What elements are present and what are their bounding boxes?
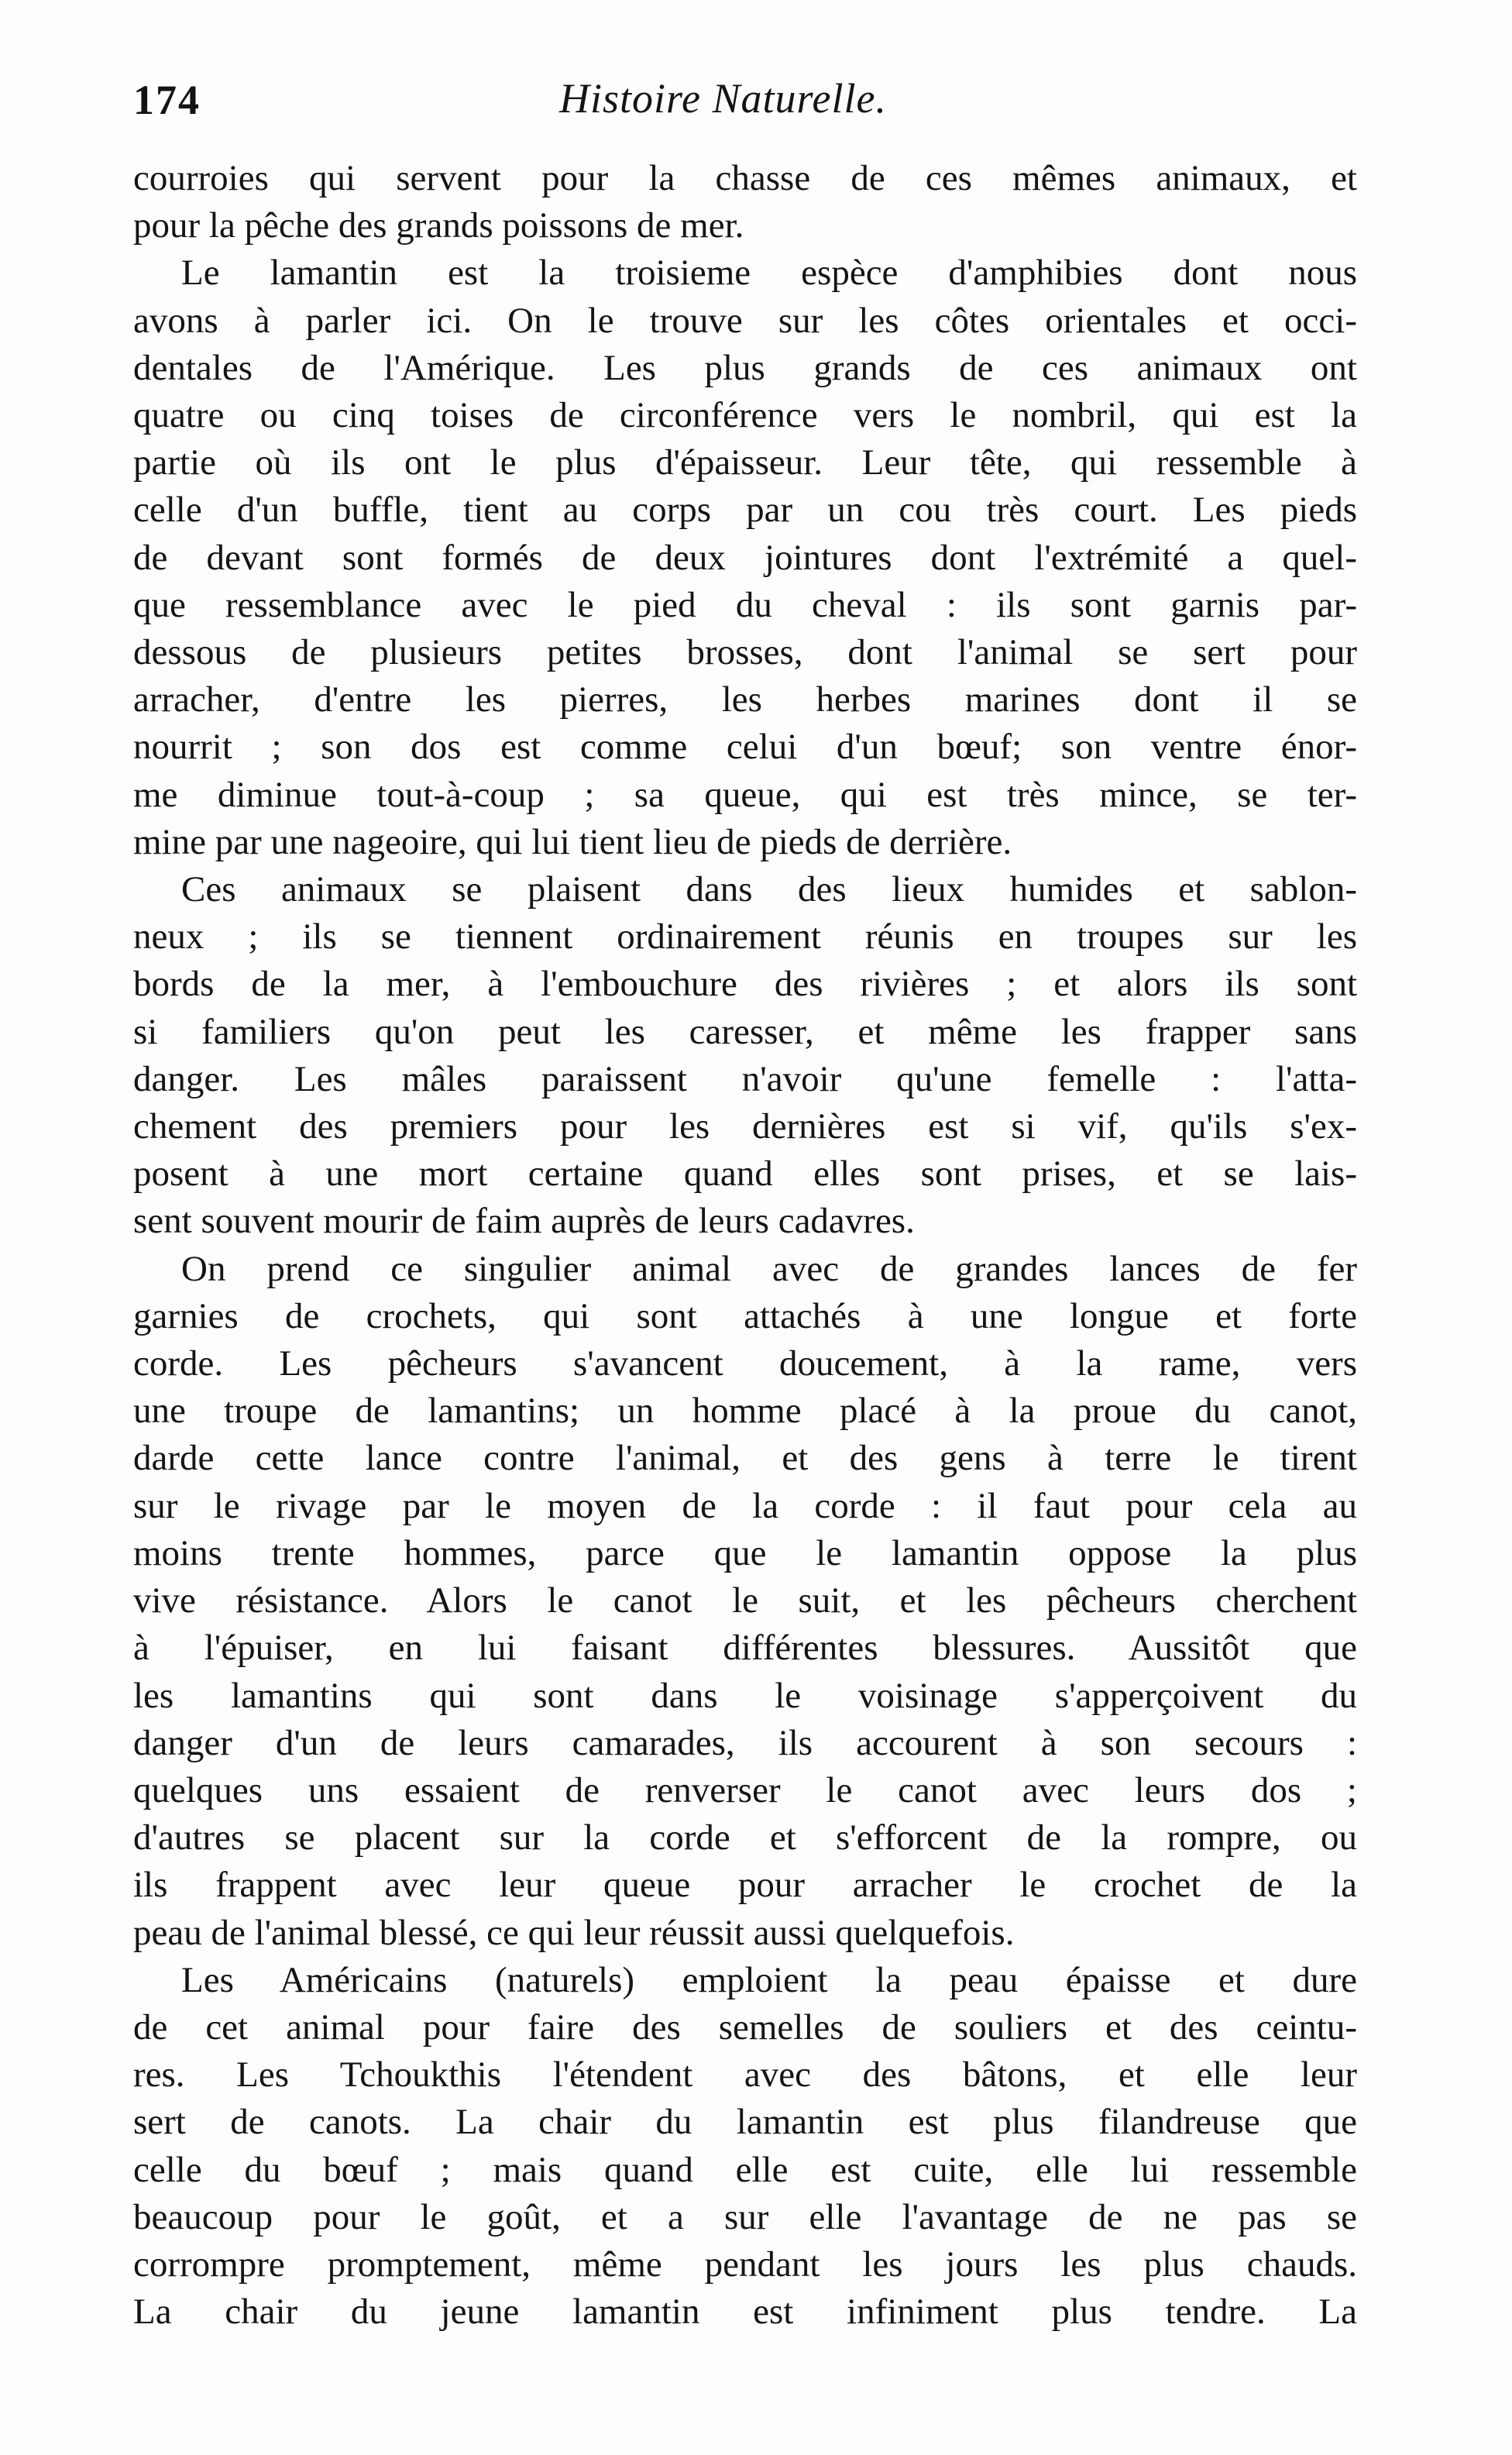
text-line: Ces animaux se plaisent dans des lieux humides et sablon- <box>181 869 1357 910</box>
text-line: partie où ils ont le plus d'épaisseur. Leur tête, qui ressemble à <box>133 442 1357 483</box>
text-line: chement des premiers pour les dernières est si vif, qu'ils s'ex- <box>133 1106 1357 1147</box>
text-line: res. Les Tchoukthis l'étendent avec des bâtons, et elle leur <box>133 2054 1357 2096</box>
text-line: sent souvent mourir de faim auprès de leurs cadavres. <box>133 1201 915 1242</box>
text-line: corrompre promptement, même pendant les jours les plus chauds. <box>133 2244 1357 2285</box>
text-line: pour la pêche des grands poissons de mer. <box>133 205 744 246</box>
text-line: que ressemblance avec le pied du cheval : ils sont garnis par- <box>133 584 1357 625</box>
text-line: darde cette lance contre l'animal, et des gens à terre le tirent <box>133 1438 1357 1479</box>
text-line: me diminue tout-à-coup ; sa queue, qui est très mince, se ter- <box>133 774 1357 815</box>
text-line: beaucoup pour le goût, et a sur elle l'avantage de ne pas se <box>133 2196 1357 2237</box>
text-line: courroies qui servent pour la chasse de ces mêmes animaux, et <box>133 158 1357 198</box>
running-title: Histoire Naturelle. <box>559 75 887 122</box>
text-line: Les Américains (naturels) emploient la peau épaisse et dure <box>181 1959 1357 2000</box>
text-line: si familiers qu'on peut les caresser, et même les frapper sans <box>133 1011 1357 1052</box>
text-line: une troupe de lamantins; un homme placé à la proue du canot, <box>133 1391 1357 1432</box>
text-line: de devant sont formés de deux jointures dont l'extrémité a quel- <box>133 537 1357 578</box>
text-line: nourrit ; son dos est comme celui d'un bœuf; son ventre énor- <box>133 727 1357 768</box>
page-number: 174 <box>133 77 201 123</box>
text-line: sert de canots. La chair du lamantin est plus filandreuse que <box>133 2102 1357 2143</box>
text-line: de cet animal pour faire des semelles de souliers et des ceintu- <box>133 2006 1357 2048</box>
text-line: moins trente hommes, parce que le lamantin oppose la plus <box>133 1532 1357 1573</box>
text-line: danger d'un de leurs camarades, ils accourent à son secours : <box>133 1722 1357 1763</box>
text-line: arracher, d'entre les pierres, les herbes marines dont il se <box>133 679 1357 720</box>
text-line: La chair du jeune lamantin est infiniment plus tendre. La <box>133 2292 1357 2333</box>
text-line: celle d'un buffle, tient au corps par un cou très court. Les pieds <box>133 490 1357 531</box>
text-line: On prend ce singulier animal avec de grandes lances de fer <box>181 1248 1357 1289</box>
text-line: neux ; ils se tiennent ordinairement réunis en troupes sur les <box>133 916 1357 958</box>
text-line: dessous de plusieurs petites brosses, dont l'animal se sert pour <box>133 632 1357 673</box>
text-line: ils frappent avec leur queue pour arracher le crochet de la <box>133 1865 1357 1906</box>
text-line: mine par une nageoire, qui lui tient lieu de pieds de derrière. <box>133 821 1012 862</box>
text-line: vive résistance. Alors le canot le suit, et les pêcheurs cherchent <box>133 1580 1357 1621</box>
text-line: quatre ou cinq toises de circonférence vers le nombril, qui est la <box>133 395 1357 436</box>
text-line: peau de l'animal blessé, ce qui leur réussit aussi quelquefois. <box>133 1912 1015 1953</box>
text-line: corde. Les pêcheurs s'avancent doucement, à la rame, vers <box>133 1343 1357 1384</box>
text-line: garnies de crochets, qui sont attachés à une longue et forte <box>133 1295 1357 1336</box>
text-line: quelques uns essaient de renverser le canot avec leurs dos ; <box>133 1769 1357 1810</box>
text-line: à l'épuiser, en lui faisant différentes blessures. Aussitôt que <box>133 1628 1357 1669</box>
body-text <box>133 155 1357 2336</box>
text-line: Le lamantin est la troisieme espèce d'amphibies dont nous <box>181 253 1357 294</box>
text-line: celle du bœuf ; mais quand elle est cuite, elle lui ressemble <box>133 2149 1357 2190</box>
text-line: sur le rivage par le moyen de la corde : il faut pour cela au <box>133 1485 1357 1526</box>
page-header <box>133 68 1357 130</box>
text-line: posent à une mort certaine quand elles sont prises, et se lais- <box>133 1154 1357 1195</box>
text-line: les lamantins qui sont dans le voisinage s'apperçoivent du <box>133 1675 1357 1716</box>
text-line: avons à parler ici. On le trouve sur les côtes orientales et occi- <box>133 300 1357 341</box>
text-line: dentales de l'Amérique. Les plus grands de ces animaux ont <box>133 347 1357 388</box>
text-line: danger. Les mâles paraissent n'avoir qu'une femelle : l'atta- <box>133 1058 1357 1099</box>
text-line: d'autres se placent sur la corde et s'efforcent de la rompre, ou <box>133 1817 1357 1858</box>
text-line: bords de la mer, à l'embouchure des rivières ; et alors ils sont <box>133 964 1357 1005</box>
